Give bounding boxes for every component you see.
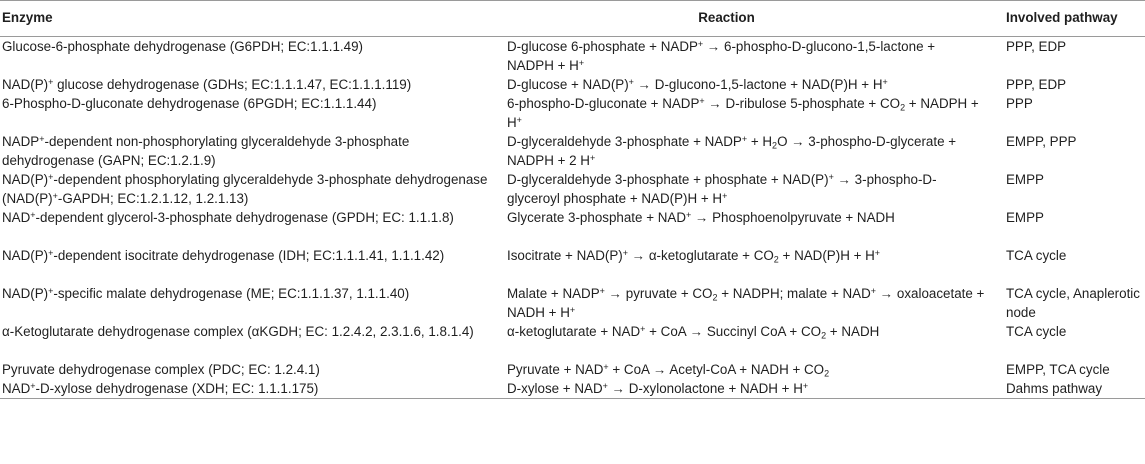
reaction-cell: α-ketoglutarate + NAD+ + CoA → Succinyl CoA + $CO_2$ + NADH bbox=[507, 323, 880, 341]
enzyme-column-header: Enzyme bbox=[0, 1, 502, 37]
enzyme-cell: NAD(P)+-dependent phosphorylating glyceraldehyde 3-phosphate dehydrogenase (NAD(P)+-GAPDH; EC:1.2.1.12, 1.2.1.13) bbox=[2, 171, 488, 206]
pathway-cell: TCA cycle bbox=[1006, 248, 1067, 263]
header-row bbox=[0, 1, 1145, 37]
pathway-cell: EMPP bbox=[1006, 210, 1044, 225]
pathway-column-header: Involved pathway bbox=[999, 1, 1145, 37]
enzyme-cell: α-Ketoglutarate dehydrogenase complex (αKGDH; EC: 1.2.4.2, 2.3.1.6, 1.8.1.4) bbox=[2, 324, 474, 339]
table-row bbox=[0, 379, 1145, 399]
pathway-cell: EMPP bbox=[1006, 172, 1044, 187]
reaction-cell: D-xylose + NAD+ → D-xylonolactone + NADH + H+ bbox=[502, 379, 999, 399]
reaction-cell: Glycerate 3-phosphate + NAD+ → Phosphoenolpyruvate + NADH bbox=[507, 209, 895, 225]
enzyme-cell: NAD+-D-xylose dehydrogenase (XDH; EC: 1.1.1.175) bbox=[0, 379, 502, 399]
table-header bbox=[0, 1, 1145, 37]
pathway-cell: PPP, EDP bbox=[1006, 77, 1067, 92]
table-row bbox=[0, 322, 1145, 360]
enzyme-cell: NADP+-dependent non-phosphorylating glyceraldehyde 3-phosphate dehydrogenase (GAPN; EC:1.2.1.9) bbox=[2, 133, 410, 168]
enzyme-cell: NAD(P)+-specific malate dehydrogenase (ME; EC:1.1.1.37, 1.1.1.40) bbox=[2, 285, 410, 301]
enzyme-cell: Pyruvate dehydrogenase complex (PDC; EC: 1.2.4.1) bbox=[2, 362, 320, 377]
pathway-cell: EMPP, PPP bbox=[1006, 134, 1077, 149]
table-row bbox=[0, 94, 1145, 132]
pathway-cell: PPP, EDP bbox=[1006, 39, 1067, 54]
table-row bbox=[0, 75, 1145, 94]
pathway-cell: Dahms pathway bbox=[999, 379, 1145, 399]
reaction-cell: D-glucose 6-phosphate + NADP+ → 6-phospho-D-glucono-1,5-lactone + NADPH + H+ bbox=[507, 38, 936, 73]
table-row bbox=[0, 284, 1145, 322]
table-row bbox=[0, 37, 1145, 76]
table-row bbox=[0, 170, 1145, 208]
pathway-cell: TCA cycle bbox=[1006, 324, 1067, 339]
reaction-column-header: Reaction bbox=[502, 1, 999, 37]
reaction-cell: Isocitrate + NAD(P)+ → α-ketoglutarate + $CO_2 + NAD(P)H + H^+$ bbox=[507, 247, 881, 265]
enzyme-cell: 6-Phospho-D-gluconate dehydrogenase (6PGDH; EC:1.1.1.44) bbox=[2, 96, 377, 111]
enzyme-cell: Glucose-6-phosphate dehydrogenase (G6PDH; EC:1.1.1.49) bbox=[2, 39, 364, 54]
reaction-cell: 6-phospho-D-gluconate + NADP+ → D-ribulose 5-phosphate + $CO_2$ + NADPH + H+ bbox=[507, 95, 979, 130]
table-row bbox=[0, 208, 1145, 246]
reaction-cell: D-glyceraldehyde 3-phosphate + phosphate + NAD(P)+ → 3-phospho-D-glyceroyl phosphate + NAD(P)H + H+ bbox=[507, 171, 937, 206]
reaction-cell: Pyruvate + NAD+ + CoA → Acetyl-CoA + NADH + $CO_2$ bbox=[507, 361, 830, 379]
table-row bbox=[0, 132, 1145, 170]
enzyme-cell: NAD(P)+ glucose dehydrogenase (GDHs; EC:1.1.1.47, EC:1.1.1.119) bbox=[2, 76, 412, 92]
enzyme-cell: NAD(P)+-dependent isocitrate dehydrogenase (IDH; EC:1.1.1.41, 1.1.1.42) bbox=[2, 247, 445, 263]
reaction-cell: D-glyceraldehyde 3-phosphate + NADP+ + $H_2O$ → 3-phospho-D-glycerate + NADPH + 2 H+ bbox=[507, 133, 957, 168]
table-row bbox=[0, 246, 1145, 284]
table-row bbox=[0, 360, 1145, 379]
reaction-cell: Malate + NADP+ → pyruvate + $CO_2$ + NADPH; malate + NAD+ → oxaloacetate + NADH + H+ bbox=[507, 285, 985, 320]
pathway-cell: EMPP, TCA cycle bbox=[1006, 362, 1110, 377]
pathway-cell: PPP bbox=[1006, 96, 1033, 111]
enzyme-cell: NAD+-dependent glycerol-3-phosphate dehydrogenase (GPDH; EC: 1.1.1.8) bbox=[2, 209, 454, 225]
table-body bbox=[0, 37, 1145, 399]
pathway-cell: TCA cycle, Anaplerotic node bbox=[1006, 286, 1140, 320]
reaction-cell: D-glucose + NAD(P)+ → D-glucono-1,5-lactone + NAD(P)H + H+ bbox=[507, 76, 888, 92]
